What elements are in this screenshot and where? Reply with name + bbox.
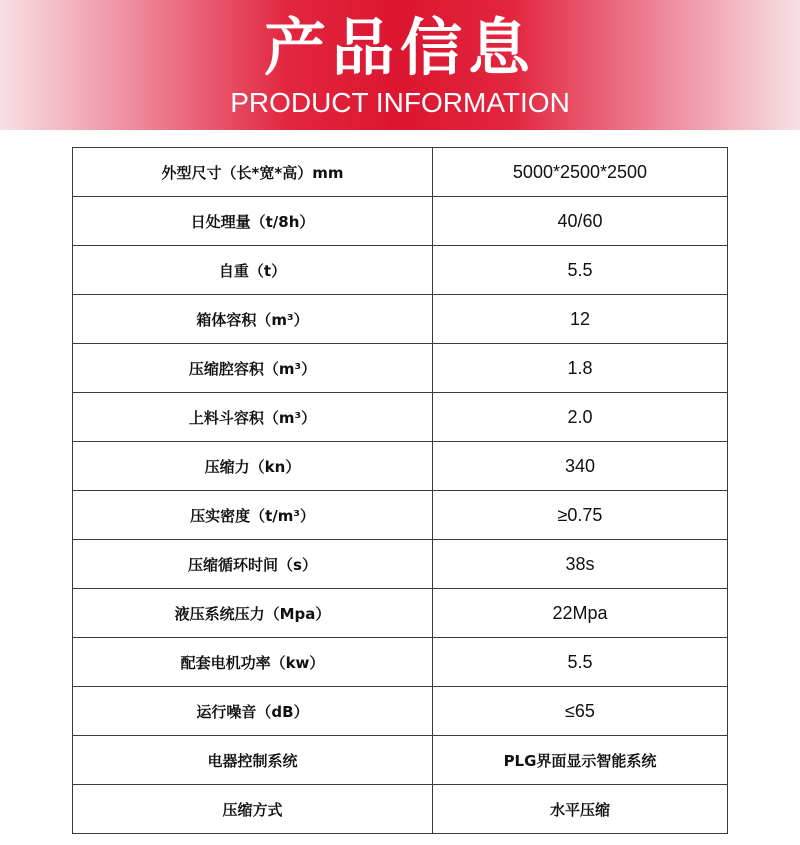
spec-label: 自重（t） [73, 246, 433, 295]
page-title: 产品信息 [263, 11, 536, 84]
spec-label: 箱体容积（m³） [73, 295, 433, 344]
spec-value: ≥0.75 [433, 491, 728, 540]
table-row [73, 736, 728, 785]
table-row [73, 344, 728, 393]
table-row [73, 540, 728, 589]
spec-label: 运行噪音（dB） [73, 687, 433, 736]
table-row [73, 491, 728, 540]
spec-value: 40/60 [433, 197, 728, 246]
spec-label: 电器控制系统 [73, 736, 433, 785]
spec-value: 340 [433, 442, 728, 491]
spec-value: ≤65 [433, 687, 728, 736]
table-row [73, 246, 728, 295]
spec-value: 22Mpa [433, 589, 728, 638]
spec-table [72, 147, 728, 834]
spec-value: 12 [433, 295, 728, 344]
spec-label: 日处理量（t/8h） [73, 197, 433, 246]
spec-label: 液压系统压力（Mpa） [73, 589, 433, 638]
spec-label: 配套电机功率（kw） [73, 638, 433, 687]
table-row [73, 442, 728, 491]
spec-value: 水平压缩 [433, 785, 728, 834]
page-subtitle: PRODUCT INFORMATION [230, 87, 570, 118]
spec-value: 5.5 [433, 246, 728, 295]
header-banner [0, 0, 800, 130]
table-row [73, 393, 728, 442]
spec-label: 上料斗容积（m³） [73, 393, 433, 442]
table-row [73, 687, 728, 736]
spec-value: PLG界面显示智能系统 [433, 736, 728, 785]
spec-label: 压缩方式 [73, 785, 433, 834]
spec-value: 38s [433, 540, 728, 589]
table-row [73, 589, 728, 638]
spec-label: 压缩腔容积（m³） [73, 344, 433, 393]
spec-label: 压缩循环时间（s） [73, 540, 433, 589]
spec-label: 压实密度（t/m³） [73, 491, 433, 540]
table-row [73, 295, 728, 344]
table-row [73, 197, 728, 246]
spec-label: 外型尺寸（长*宽*高）mm [73, 148, 433, 197]
table-row [73, 148, 728, 197]
spec-value: 5000*2500*2500 [433, 148, 728, 197]
table-row [73, 638, 728, 687]
spec-label: 压缩力（kn） [73, 442, 433, 491]
spec-value: 2.0 [433, 393, 728, 442]
spec-value: 1.8 [433, 344, 728, 393]
table-row [73, 785, 728, 834]
spec-value: 5.5 [433, 638, 728, 687]
